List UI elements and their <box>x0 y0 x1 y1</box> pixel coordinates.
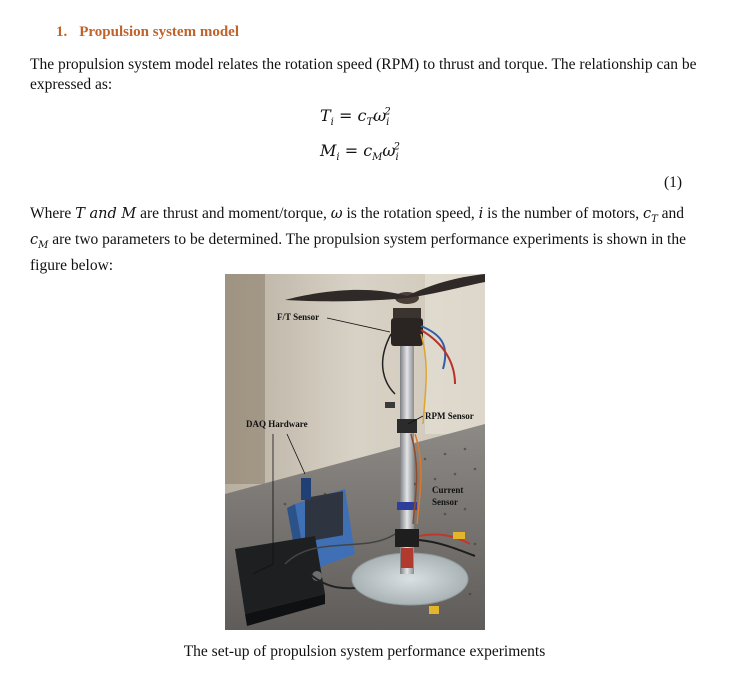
daq-hardware-label: DAQ Hardware <box>246 419 308 429</box>
torque-equation: $M_i = c_M\omega_i^2$ <box>320 141 401 164</box>
section-heading <box>56 24 239 41</box>
rpm-sensor-label: RPM Sensor <box>425 411 474 421</box>
section-title: Propulsion system model <box>79 24 239 40</box>
thrust-equation: $T_i = c_T\omega_i^2$ <box>320 106 391 129</box>
equation-number: (1) <box>664 174 683 191</box>
description-paragraph: Where T and M are thrust and moment/torque, ω is the rotation speed, i is the number of motors, $c_T$ and $c_M$ are two parameters to be determined. The propulsion system performance experiments is shown in the figure below: <box>30 205 686 275</box>
section-number: 1. <box>56 24 68 40</box>
ft-sensor-label: F/T Sensor <box>277 312 320 322</box>
current-sensor-label-line1: Current <box>432 485 464 495</box>
experiment-setup-photo <box>225 274 485 630</box>
intro-paragraph: The propulsion system model relates the rotation speed (RPM) to thrust and torque. The relationship can be expressed as: <box>30 56 697 93</box>
photo-illustration <box>225 274 485 630</box>
figure-caption: The set-up of propulsion system performance experiments <box>183 643 546 660</box>
current-sensor-label-line2: Sensor <box>432 497 459 507</box>
